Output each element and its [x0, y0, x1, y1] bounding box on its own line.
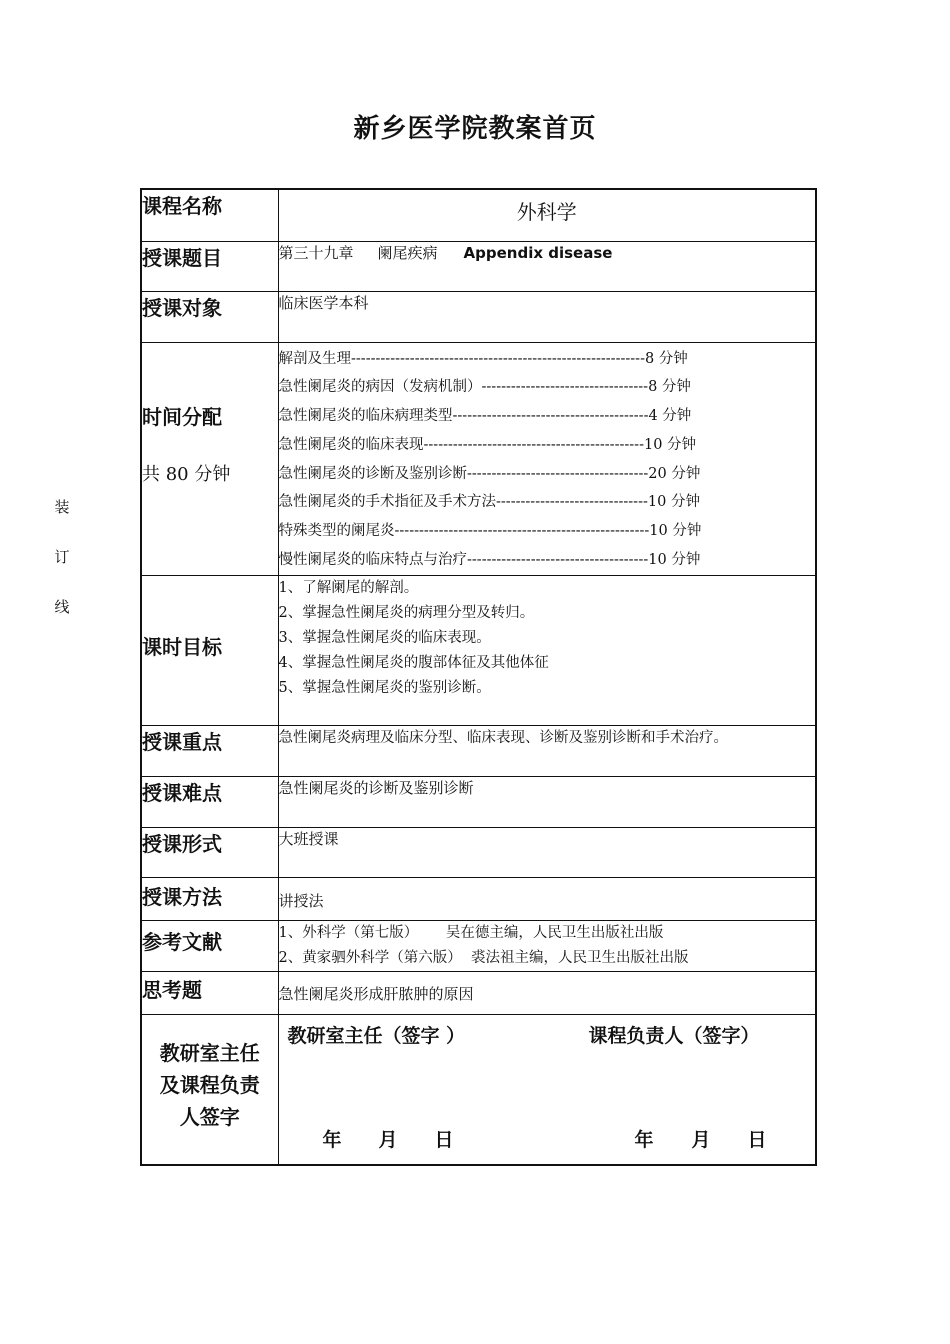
time-item: 慢性阑尾炎的临床特点与治疗-------------------------------------10 分钟	[278, 552, 701, 569]
reference-item: 1、外科学（第七版） 吴在德主编，人民卫生出版社出版	[278, 924, 664, 941]
time-item: 急性阑尾炎的手术指征及手术方法-------------------------------10 分钟	[278, 494, 700, 511]
row-course	[141, 189, 816, 241]
objectives-items	[278, 575, 816, 725]
method-label: 授课方法	[141, 877, 278, 920]
questions-label: 思考题	[141, 971, 278, 1014]
objective-item: 2、掌握急性阑尾炎的病理分型及转归。	[278, 604, 535, 621]
objective-item: 5、掌握急性阑尾炎的鉴别诊断。	[278, 679, 491, 696]
references-label: 参考文献	[141, 920, 278, 971]
objective-item: 1、了解阑尾的解剖。	[278, 579, 419, 596]
row-difficulties	[141, 776, 816, 827]
format-value: 大班授课	[278, 827, 816, 877]
lead-year: 年	[634, 1128, 654, 1151]
time-item: 急性阑尾炎的临床病理类型----------------------------------------4 分钟	[278, 408, 692, 425]
key-points-label: 授课重点	[141, 725, 278, 776]
objectives-label: 课时目标	[141, 575, 278, 725]
time-cell	[141, 342, 278, 575]
key-points-value: 急性阑尾炎病理及临床分型、临床表现、诊断及鉴别诊断和手术治疗。	[278, 725, 816, 776]
difficulties-label: 授课难点	[141, 776, 278, 827]
row-key-points	[141, 725, 816, 776]
topic-chapter: 第三十九章	[278, 243, 354, 262]
director-year: 年	[322, 1128, 342, 1151]
binding-mark: 装	[54, 498, 70, 516]
time-item: 解剖及生理------------------------------------------------------------8 分钟	[278, 350, 688, 367]
time-item: 急性阑尾炎的病因（发病机制）----------------------------------8 分钟	[278, 379, 691, 396]
course-value: 外科学	[278, 189, 816, 241]
questions-value: 急性阑尾炎形成肝脓肿的原因	[278, 971, 816, 1014]
row-method	[141, 877, 816, 920]
signature-label-line: 人签字	[179, 1104, 240, 1129]
row-signature	[141, 1014, 816, 1165]
director-signature: 教研室主任（签字 ）	[287, 1024, 466, 1047]
row-references	[141, 920, 816, 971]
time-item: 急性阑尾炎的诊断及鉴别诊断-------------------------------------20 分钟	[278, 465, 701, 482]
binding-mark: 订	[54, 548, 70, 566]
lesson-plan-table	[140, 188, 817, 1166]
director-day: 日	[434, 1128, 454, 1151]
objective-item: 4、掌握急性阑尾炎的腹部体征及其他体征	[278, 654, 549, 671]
lead-month: 月	[691, 1128, 711, 1151]
signature-cell	[278, 1014, 816, 1165]
reference-item: 2、黄家驷外科学（第六版） 裘法祖主编，人民卫生出版社出版	[278, 949, 689, 966]
objective-item: 3、掌握急性阑尾炎的临床表现。	[278, 629, 491, 646]
row-topic	[141, 241, 816, 291]
binding-mark: 线	[54, 598, 70, 616]
method-value: 讲授法	[278, 877, 816, 920]
course-label: 课程名称	[141, 189, 278, 241]
director-month: 月	[378, 1128, 398, 1151]
row-time	[141, 342, 816, 575]
row-audience	[141, 291, 816, 342]
page-title: 新乡医学院教案首页	[353, 114, 597, 144]
signature-label-line: 及课程负责	[159, 1072, 260, 1097]
row-format	[141, 827, 816, 877]
audience-label: 授课对象	[141, 291, 278, 342]
audience-value: 临床医学本科	[278, 291, 816, 342]
time-item: 急性阑尾炎的临床表现---------------------------------------------10 分钟	[278, 436, 697, 453]
references-items	[278, 920, 816, 971]
time-total: 共 80 分钟	[142, 463, 231, 485]
format-label: 授课形式	[141, 827, 278, 877]
signature-label-line: 教研室主任	[159, 1040, 260, 1065]
time-items	[278, 342, 816, 575]
signature-label	[141, 1014, 278, 1165]
topic-value	[278, 241, 816, 291]
topic-name-en: Appendix disease	[463, 243, 613, 262]
time-label: 时间分配	[142, 404, 222, 429]
topic-name-cn: 阑尾疾病	[377, 243, 438, 262]
row-questions	[141, 971, 816, 1014]
topic-label: 授课题目	[141, 241, 278, 291]
row-objectives	[141, 575, 816, 725]
course-lead-signature: 课程负责人（签字）	[588, 1024, 760, 1047]
lead-day: 日	[747, 1128, 767, 1151]
time-item: 特殊类型的阑尾炎----------------------------------------------------10 分钟	[278, 523, 702, 540]
difficulties-value: 急性阑尾炎的诊断及鉴别诊断	[278, 776, 816, 827]
